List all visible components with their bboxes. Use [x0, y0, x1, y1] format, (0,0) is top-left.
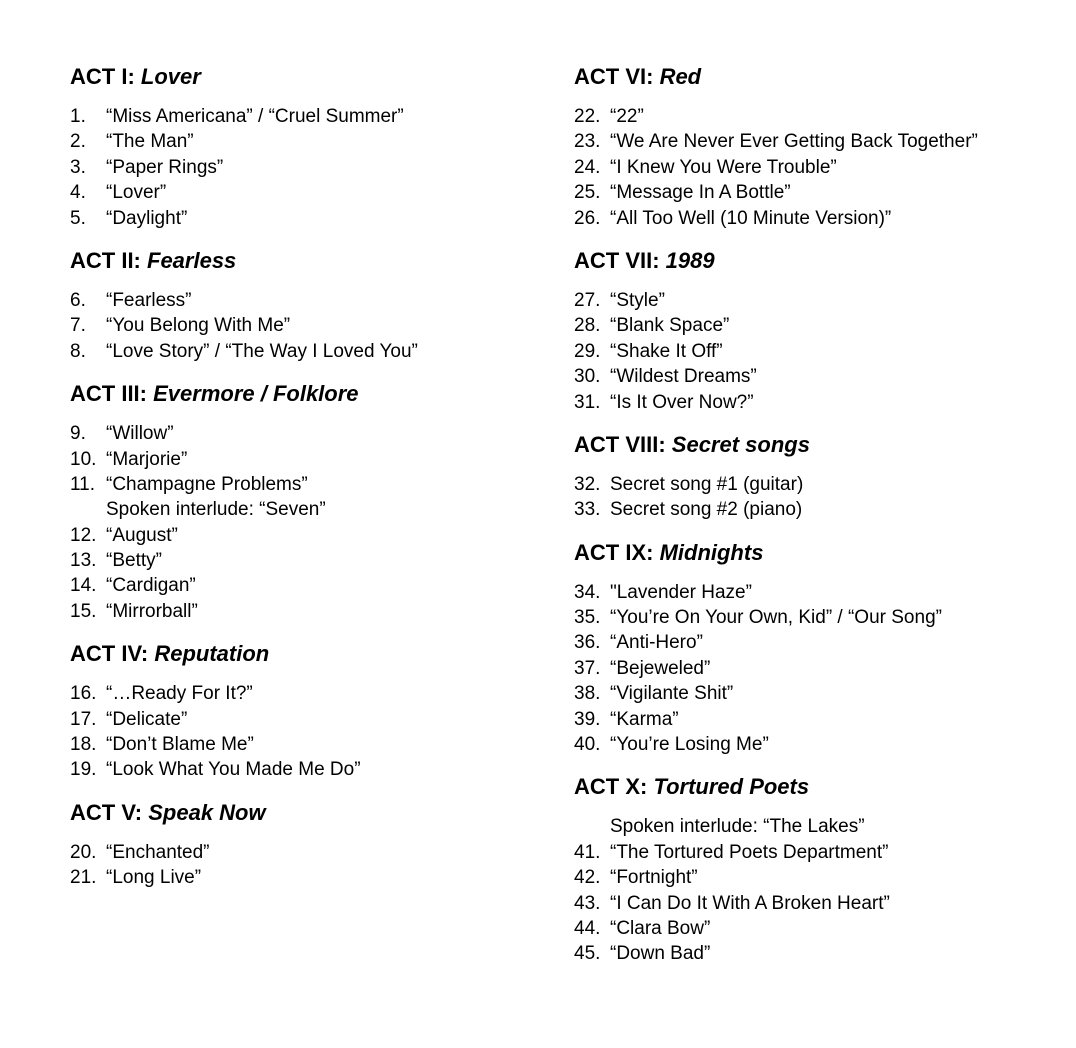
- act-section: [574, 244, 1064, 415]
- song-title: “The Tortured Poets Department”: [610, 841, 889, 863]
- song-number: 43.: [574, 892, 601, 914]
- song-title: “Fearless”: [106, 289, 192, 311]
- song-title: Secret song #1 (guitar): [610, 473, 804, 495]
- song-number: 13.: [70, 550, 97, 572]
- song-item: [70, 421, 550, 446]
- song-number: 31.: [574, 391, 601, 413]
- song-number: 3.: [70, 156, 86, 178]
- song-number: 45.: [574, 943, 601, 965]
- song-list: [70, 421, 550, 624]
- song-item: [574, 630, 1064, 655]
- song-title: “Mirrorball”: [106, 600, 198, 622]
- song-title: “Daylight”: [106, 207, 188, 229]
- song-title: “You’re Losing Me”: [610, 734, 769, 756]
- song-title: “Anti-Hero”: [610, 632, 703, 654]
- song-number: [574, 814, 610, 839]
- song-item: [70, 840, 550, 865]
- song-item: [574, 180, 1064, 205]
- act-label: ACT III:: [70, 381, 154, 407]
- act-album-title: Lover: [140, 64, 201, 89]
- song-number: 42.: [574, 867, 601, 889]
- song-title: “You Belong With Me”: [106, 315, 291, 337]
- song-title: “…Ready For It?”: [106, 683, 253, 705]
- song-number: 8.: [70, 340, 86, 362]
- song-item: [574, 681, 1064, 706]
- act-section: [70, 796, 550, 891]
- act-album-title: Reputation: [154, 641, 270, 667]
- act-section: [574, 536, 1064, 758]
- song-title: "Lavender Haze”: [610, 581, 752, 603]
- song-number: 15.: [70, 600, 97, 622]
- song-number: 7.: [70, 315, 86, 337]
- song-title: “Paper Rings”: [106, 156, 224, 178]
- song-item: [574, 313, 1064, 338]
- act-label: ACT VIII:: [574, 431, 672, 457]
- song-title: “Karma”: [610, 708, 679, 730]
- act-album-title: Secret songs: [671, 431, 810, 457]
- setlist-column-left: [70, 60, 550, 891]
- song-number: 27.: [574, 289, 601, 311]
- act-album-title: Evermore / Folklore: [153, 381, 359, 407]
- song-number: 30.: [574, 366, 601, 388]
- act-album-title: Speak Now: [148, 799, 266, 825]
- act-label: ACT VI:: [574, 64, 660, 89]
- act-section: [574, 770, 1064, 966]
- act-album-title: 1989: [665, 247, 715, 273]
- act-label: ACT IV:: [70, 641, 155, 667]
- song-number: 44.: [574, 917, 601, 939]
- song-item: [70, 206, 550, 231]
- song-item: [574, 916, 1064, 941]
- act-album-title: Tortured Poets: [653, 774, 810, 800]
- song-item: [574, 656, 1064, 681]
- song-item: [574, 891, 1064, 916]
- act-album-title: Red: [659, 64, 702, 89]
- song-title: “I Knew You Were Trouble”: [610, 156, 837, 178]
- act-label: ACT II:: [70, 247, 147, 273]
- song-list: [574, 288, 1064, 415]
- song-number: 34.: [574, 581, 601, 603]
- song-title: “August”: [106, 524, 178, 546]
- song-title: “Long Live”: [106, 867, 202, 889]
- act-section: [574, 60, 1064, 231]
- song-title: “Don’t Blame Me”: [106, 734, 254, 756]
- song-item: [574, 155, 1064, 180]
- song-item: [574, 129, 1064, 154]
- song-number: 33.: [574, 499, 601, 521]
- song-list: [574, 472, 1064, 523]
- song-item: [70, 757, 550, 782]
- song-title: “Clara Bow”: [610, 917, 711, 939]
- song-title: “Love Story” / “The Way I Loved You”: [106, 340, 418, 362]
- song-item: [574, 364, 1064, 389]
- song-item: [70, 155, 550, 180]
- song-item: [70, 523, 550, 548]
- song-title: “Cardigan”: [106, 575, 196, 597]
- song-title: “The Man”: [106, 131, 194, 153]
- act-heading: [70, 60, 550, 94]
- song-number: 9.: [70, 423, 86, 445]
- song-item: [70, 497, 550, 522]
- song-number: 32.: [574, 473, 601, 495]
- setlist-column-right: [574, 60, 1064, 967]
- song-number: 23.: [574, 131, 601, 153]
- song-item: [70, 288, 550, 313]
- song-number: 36.: [574, 632, 601, 654]
- act-album-title: Fearless: [147, 247, 237, 273]
- song-number: 41.: [574, 841, 601, 863]
- song-title: “Blank Space”: [610, 315, 730, 337]
- act-heading: [70, 637, 550, 671]
- song-number: 4.: [70, 182, 86, 204]
- act-section: [70, 244, 550, 364]
- song-item: [574, 288, 1064, 313]
- song-item: [70, 707, 550, 732]
- song-number: 29.: [574, 340, 601, 362]
- song-title: “Vigilante Shit”: [610, 683, 734, 705]
- song-title: “Style”: [610, 289, 665, 311]
- song-item: [574, 814, 1064, 839]
- song-number: 24.: [574, 156, 601, 178]
- song-number: 20.: [70, 841, 97, 863]
- song-item: [574, 707, 1064, 732]
- song-item: [574, 941, 1064, 966]
- song-number: 22.: [574, 106, 601, 127]
- song-title: “Marjorie”: [106, 448, 188, 470]
- song-item: [574, 865, 1064, 890]
- song-number: 38.: [574, 683, 601, 705]
- song-number: 6.: [70, 289, 86, 311]
- song-item: [70, 681, 550, 706]
- song-list: [574, 104, 1064, 231]
- song-number: 18.: [70, 734, 97, 756]
- song-item: [70, 129, 550, 154]
- song-title: Spoken interlude: “The Lakes”: [610, 816, 865, 838]
- song-title: “Betty”: [106, 550, 162, 572]
- song-item: [70, 599, 550, 624]
- song-title: Spoken interlude: “Seven”: [106, 499, 326, 521]
- song-title: “Shake It Off”: [610, 340, 723, 362]
- song-number: 37.: [574, 657, 601, 679]
- act-section: [70, 637, 550, 783]
- song-list: [574, 580, 1064, 758]
- song-item: [70, 732, 550, 757]
- song-item: [574, 840, 1064, 865]
- song-item: [70, 104, 550, 129]
- song-title: “Delicate”: [106, 708, 188, 730]
- act-heading: [70, 377, 550, 411]
- song-number: 5.: [70, 207, 86, 229]
- song-item: [574, 580, 1064, 605]
- song-title: “All Too Well (10 Minute Version)”: [610, 207, 892, 229]
- song-item: [574, 206, 1064, 231]
- song-title: “Bejeweled”: [610, 657, 711, 679]
- act-section: [70, 60, 550, 231]
- song-item: [574, 732, 1064, 757]
- song-title: Secret song #2 (piano): [610, 499, 803, 521]
- song-title: “Miss Americana” / “Cruel Summer”: [106, 106, 404, 127]
- song-number: 12.: [70, 524, 97, 546]
- song-item: [70, 180, 550, 205]
- song-title: “Lover”: [106, 182, 167, 204]
- song-number: 21.: [70, 867, 97, 889]
- song-number: 11.: [70, 473, 96, 495]
- song-number: 19.: [70, 759, 97, 781]
- song-title: “Fortnight”: [610, 867, 698, 889]
- song-title: “22”: [610, 106, 644, 127]
- song-item: [70, 472, 550, 497]
- song-list: [70, 840, 550, 891]
- act-heading: [574, 428, 1064, 462]
- song-number: 39.: [574, 708, 601, 730]
- song-title: “Enchanted”: [106, 841, 210, 863]
- song-number: 28.: [574, 315, 601, 337]
- song-title: “Is It Over Now?”: [610, 391, 754, 413]
- song-number: 1.: [70, 106, 86, 127]
- song-item: [70, 313, 550, 338]
- song-item: [70, 573, 550, 598]
- act-label: ACT X:: [574, 774, 654, 800]
- song-title: “Champagne Problems”: [106, 473, 308, 495]
- song-item: [574, 497, 1064, 522]
- song-number: 25.: [574, 182, 601, 204]
- song-title: “Willow”: [106, 423, 174, 445]
- song-list: [70, 681, 550, 783]
- act-section: [70, 377, 550, 624]
- song-number: [70, 497, 106, 522]
- song-title: “Message In A Bottle”: [610, 182, 791, 204]
- song-number: 26.: [574, 207, 601, 229]
- act-heading: [574, 770, 1064, 804]
- song-item: [574, 605, 1064, 630]
- song-item: [574, 104, 1064, 129]
- song-list: [574, 814, 1064, 966]
- song-title: “You’re On Your Own, Kid” / “Our Song”: [610, 607, 942, 629]
- song-title: “We Are Never Ever Getting Back Together”: [610, 131, 978, 153]
- act-heading: [574, 244, 1064, 278]
- act-section: [574, 428, 1064, 523]
- song-number: 10.: [70, 448, 97, 470]
- song-item: [70, 548, 550, 573]
- song-item: [70, 865, 550, 890]
- song-list: [70, 104, 550, 231]
- song-title: “Look What You Made Me Do”: [106, 759, 361, 781]
- act-label: ACT V:: [70, 799, 149, 825]
- song-title: “Down Bad”: [610, 943, 711, 965]
- song-number: 14.: [70, 575, 97, 597]
- act-label: ACT VII:: [574, 247, 666, 273]
- act-label: ACT I:: [70, 64, 141, 89]
- act-heading: [574, 60, 1064, 94]
- song-item: [574, 472, 1064, 497]
- song-item: [70, 339, 550, 364]
- song-title: “I Can Do It With A Broken Heart”: [610, 892, 890, 914]
- act-heading: [70, 244, 550, 278]
- song-list: [70, 288, 550, 364]
- song-item: [574, 339, 1064, 364]
- song-number: 2.: [70, 131, 86, 153]
- song-item: [574, 390, 1064, 415]
- song-number: 35.: [574, 607, 601, 629]
- act-heading: [70, 796, 550, 830]
- act-album-title: Midnights: [659, 539, 764, 565]
- song-number: 40.: [574, 734, 601, 756]
- act-label: ACT IX:: [574, 539, 660, 565]
- song-number: 17.: [70, 708, 97, 730]
- song-item: [70, 447, 550, 472]
- song-number: 16.: [70, 683, 97, 705]
- act-heading: [574, 536, 1064, 570]
- song-title: “Wildest Dreams”: [610, 366, 757, 388]
